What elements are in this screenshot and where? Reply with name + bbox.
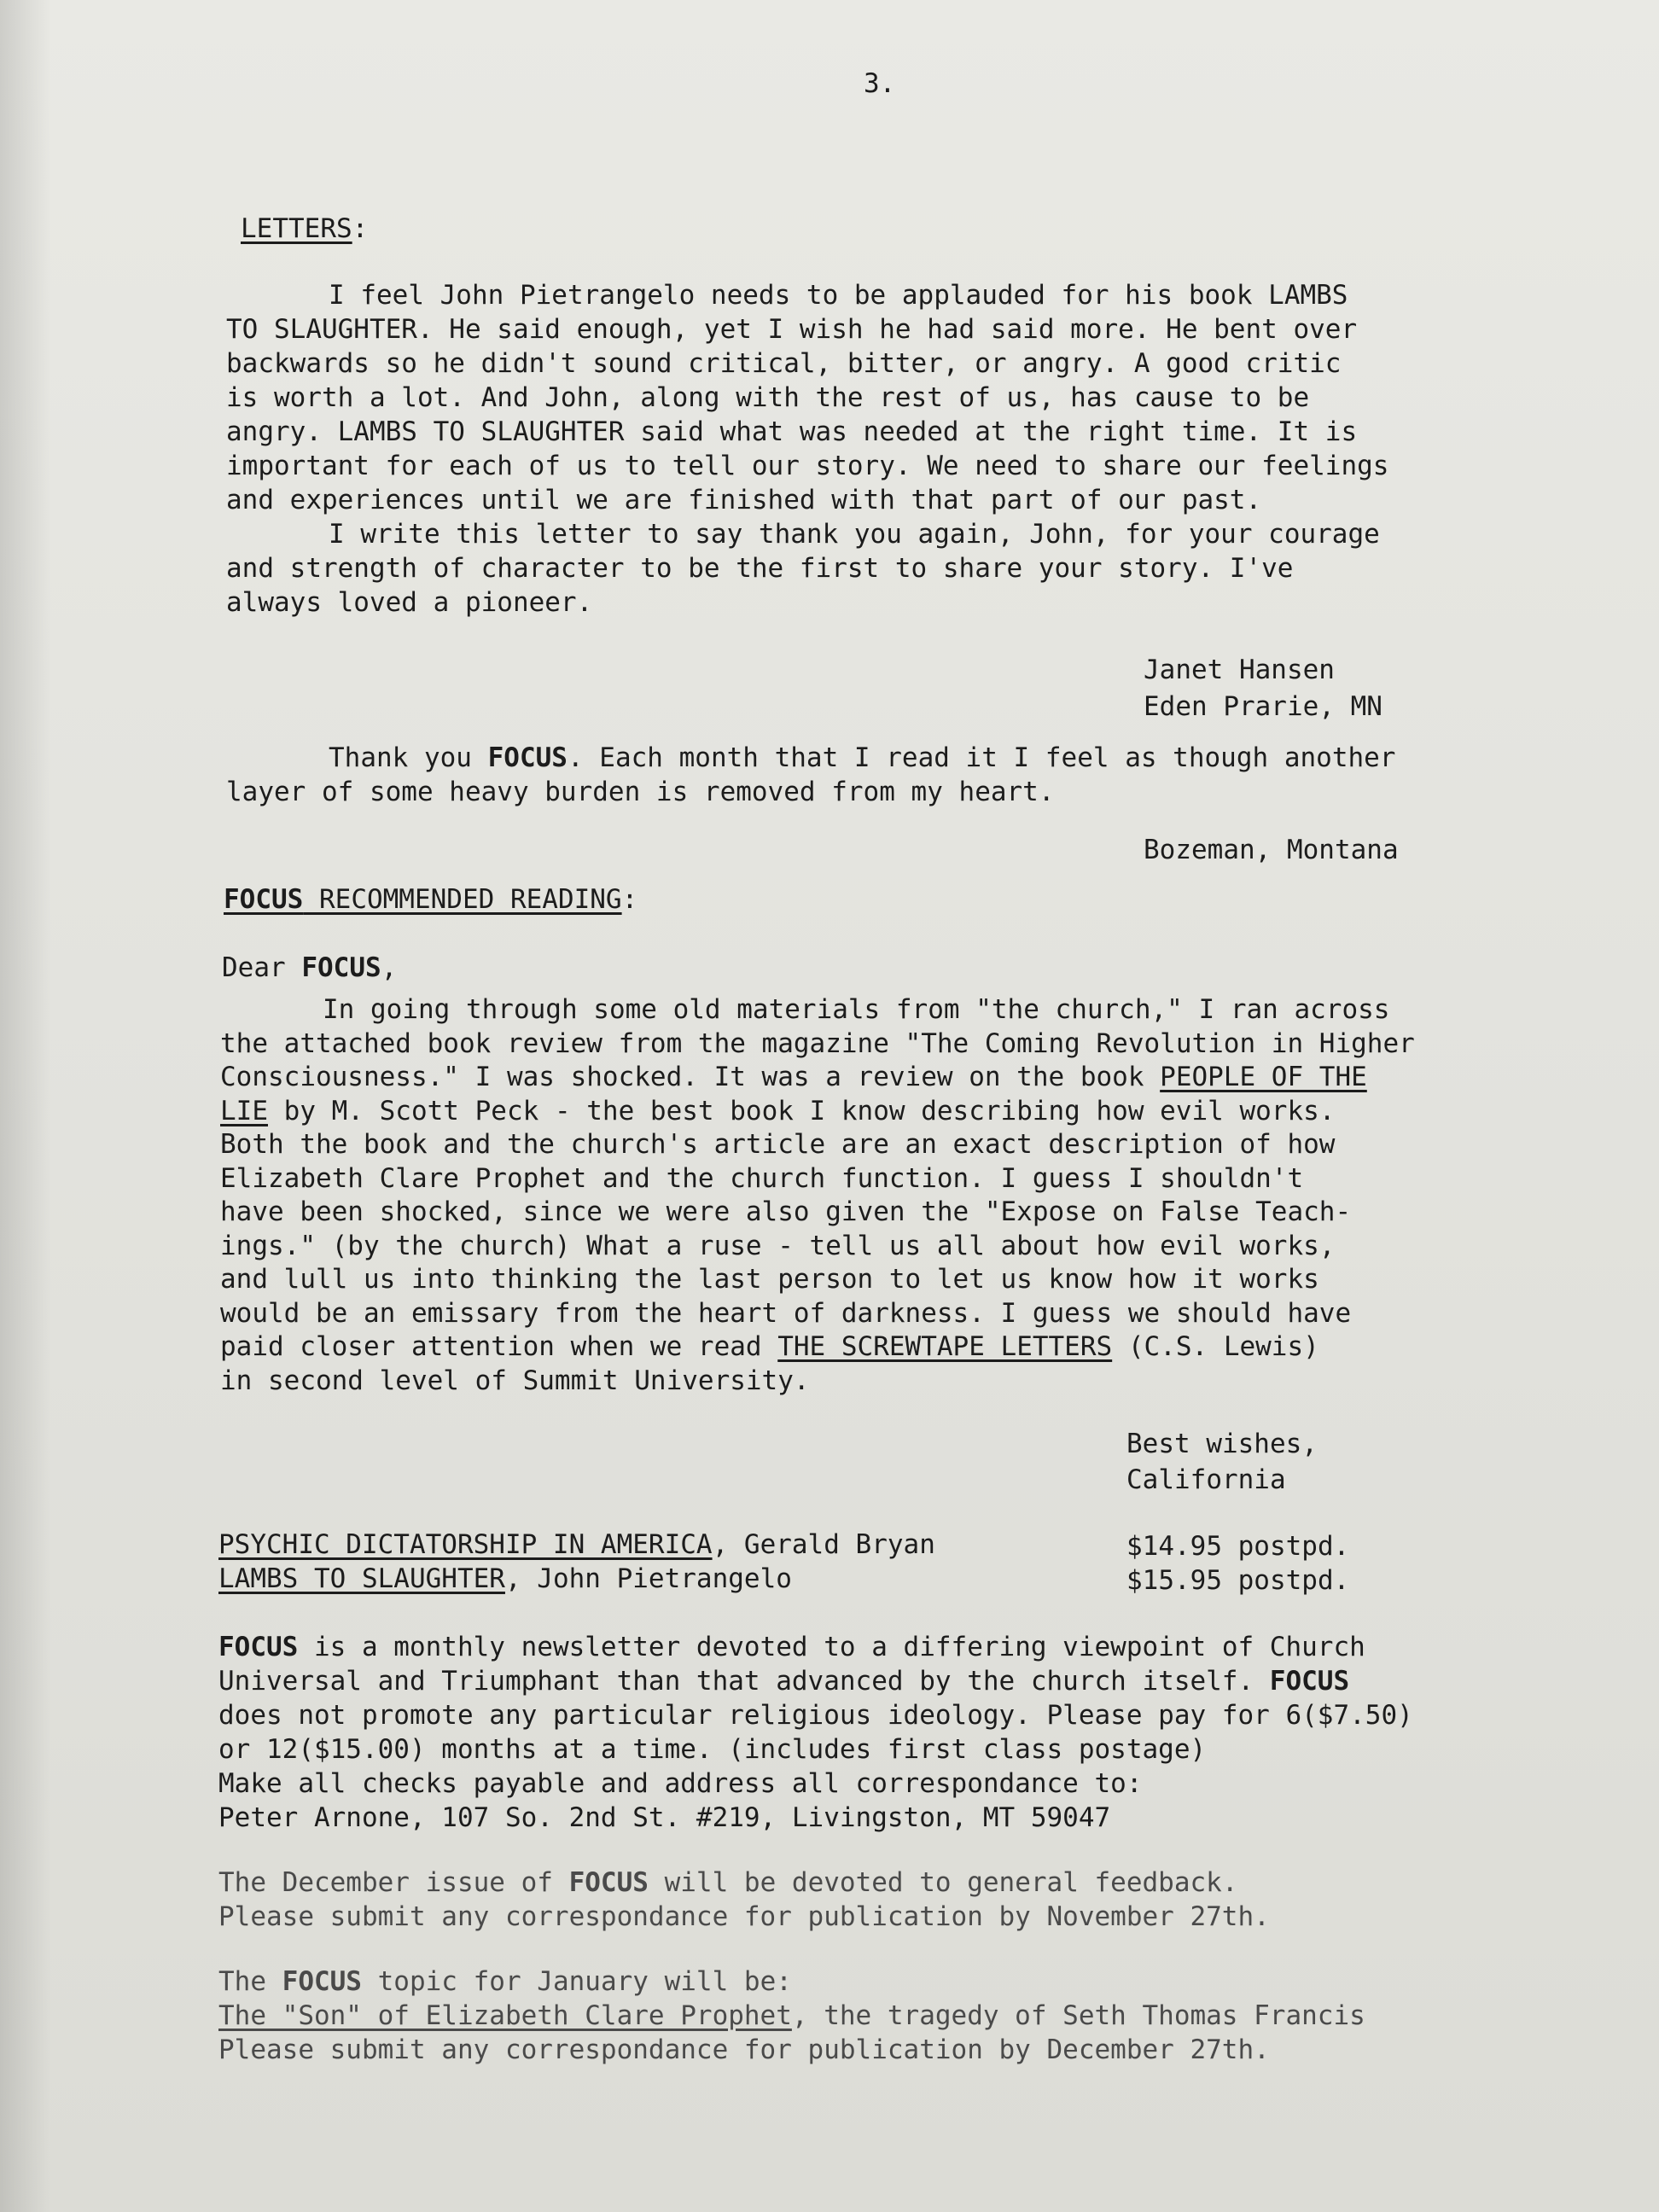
book-title-people-of-the-lie: PEOPLE OF THE [1160, 1062, 1367, 1092]
letter-1-line: important for each of us to tell our story. We need to share our feelings [226, 451, 1389, 481]
letter-1-signature-name: Janet Hansen [1144, 655, 1335, 685]
letter-1-body [226, 278, 1540, 620]
book-title: LAMBS TO SLAUGHTER [218, 1563, 505, 1594]
salutation [222, 951, 397, 985]
recommended-line: ings." (by the church) What a ruse - tell us all about how evil works, [220, 1230, 1336, 1261]
recommended-heading-colon: : [621, 884, 638, 915]
letter-2-line [226, 741, 1540, 775]
book-author: , Gerald Bryan [712, 1529, 935, 1560]
recommended-heading-text [224, 884, 622, 915]
letter-1-line: TO SLAUGHTER. He said enough, yet I wish he had said more. He bent over [226, 314, 1358, 345]
about-text: Universal and Triumphant than that advanced by the church itself. [218, 1666, 1270, 1697]
focus-brand: FOCUS [301, 952, 381, 983]
recommended-line: In going through some old materials from "the church," I ran across [323, 994, 1390, 1025]
recommended-line [220, 1061, 1534, 1095]
about-line [218, 1664, 1533, 1698]
january-line: Please submit any correspondance for publication by December 27th. [218, 2034, 1270, 2065]
book-author: , John Pietrangelo [504, 1563, 792, 1594]
book-price: $14.95 postpd. [1126, 1531, 1350, 1562]
recommended-text: paid closer attention when we read [220, 1331, 778, 1362]
book-title-people-of-the-lie: LIE [220, 1095, 268, 1126]
focus-brand: FOCUS [224, 884, 304, 915]
letters-heading-text: LETTERS [241, 213, 352, 244]
letters-heading [241, 212, 368, 246]
december-text: will be devoted to general feedback. [648, 1867, 1238, 1898]
focus-brand: FOCUS [487, 742, 568, 773]
letter-1-line: backwards so he didn't sound critical, bitter, or angry. A good critic [226, 348, 1342, 379]
recommended-line: the attached book review from the magazine "The Coming Revolution in Higher [220, 1027, 1415, 1059]
recommended-text: (C.S. Lewis) [1112, 1331, 1319, 1362]
recommended-line [220, 1330, 1534, 1365]
focus-brand: FOCUS [218, 1632, 299, 1662]
about-line: does not promote any particular religious ideology. Please pay for 6($7.50) [218, 1700, 1413, 1731]
book-title: PSYCHIC DICTATORSHIP IN AMERICA [218, 1529, 713, 1560]
january-line [218, 1965, 1533, 1999]
focus-brand: FOCUS [282, 1966, 362, 1997]
december-text: The December issue of [218, 1867, 569, 1898]
letter-1-line: is worth a lot. And John, along with the rest of us, has cause to be [226, 382, 1310, 413]
recommended-text: Consciousness." I was shocked. It was a review on the book [220, 1062, 1161, 1092]
recommended-closing-place: California [1126, 1464, 1286, 1495]
salutation-text: , [381, 952, 398, 983]
focus-brand: FOCUS [1269, 1666, 1350, 1697]
recommended-line: in second level of Summit University. [220, 1365, 810, 1396]
recommended-letter-body [220, 993, 1534, 1398]
december-notice [218, 1866, 1533, 1934]
recommended-line: and lull us into thinking the last person to let us know how it works [220, 1264, 1319, 1295]
letter-2-text: . Each month that I read it I feel as though another [567, 742, 1396, 773]
january-text: , the tragedy of Seth Thomas Francis [791, 2000, 1365, 2031]
december-line: Please submit any correspondance for publication by November 27th. [218, 1901, 1270, 1932]
letter-1-signature-place: Eden Prarie, MN [1144, 691, 1382, 722]
letter-1-line: and strength of character to be the first to share your story. I've [226, 553, 1294, 584]
letter-1-line: I write this letter to say thank you again, John, for your courage [329, 519, 1380, 550]
recommended-line: would be an emissary from the heart of darkness. I guess we should have [220, 1297, 1352, 1329]
letter-2-line: layer of some heavy burden is removed from my heart. [226, 777, 1055, 807]
salutation-text: Dear [222, 952, 302, 983]
letter-2-signature-place: Bozeman, Montana [1144, 835, 1399, 865]
recommended-text: by M. Scott Peck - the best book I know describing how evil works. [268, 1095, 1336, 1126]
book-title-screwtape-letters: THE SCREWTAPE LETTERS [777, 1331, 1113, 1362]
letter-2-body [226, 741, 1540, 809]
january-line [218, 1999, 1533, 2033]
about-line: Peter Arnone, 107 So. 2nd St. #219, Livingston, MT 59047 [218, 1802, 1111, 1833]
january-text: topic for January will be: [361, 1966, 792, 1997]
about-line: or 12($15.00) months at a time. (includes first class postage) [218, 1734, 1207, 1765]
january-notice [218, 1965, 1533, 2067]
about-line [218, 1630, 1533, 1664]
recommended-closing: Best wishes, [1126, 1429, 1318, 1459]
letter-1-line: angry. LAMBS TO SLAUGHTER said what was needed at the right time. It is [226, 416, 1358, 447]
about-text: is a monthly newsletter devoted to a differing viewpoint of Church [298, 1632, 1365, 1662]
letter-2-text: Thank you [329, 742, 488, 773]
about-focus [218, 1630, 1533, 1835]
letter-1-line: I feel John Pietrangelo needs to be applauded for his book LAMBS [329, 280, 1348, 311]
letter-1-line: always loved a pioneer. [226, 587, 593, 618]
book-item [218, 1528, 935, 1562]
about-line: Make all checks payable and address all correspondance to: [218, 1768, 1143, 1799]
december-line [218, 1866, 1533, 1900]
page-number: 3. [864, 68, 896, 99]
recommended-heading [224, 882, 637, 917]
focus-brand: FOCUS [568, 1867, 649, 1898]
recommended-line [220, 1095, 1534, 1129]
book-price: $15.95 postpd. [1126, 1565, 1350, 1596]
book-item [218, 1562, 792, 1596]
recommended-line: have been shocked, since we were also given the "Expose on False Teach- [220, 1196, 1352, 1227]
january-text: The [218, 1966, 282, 1997]
recommended-line: Elizabeth Clare Prophet and the church function. I guess I shouldn't [220, 1162, 1304, 1194]
letter-1-line: and experiences until we are finished with that part of our past. [226, 485, 1262, 515]
january-topic-title: The "Son" of Elizabeth Clare Prophet [218, 2000, 792, 2031]
recommended-line: Both the book and the church's article are an exact description of how [220, 1129, 1336, 1160]
recommended-heading-rest: RECOMMENDED READING [303, 884, 622, 915]
letters-heading-colon: : [352, 213, 369, 244]
page-edge-shadow [0, 0, 51, 2212]
